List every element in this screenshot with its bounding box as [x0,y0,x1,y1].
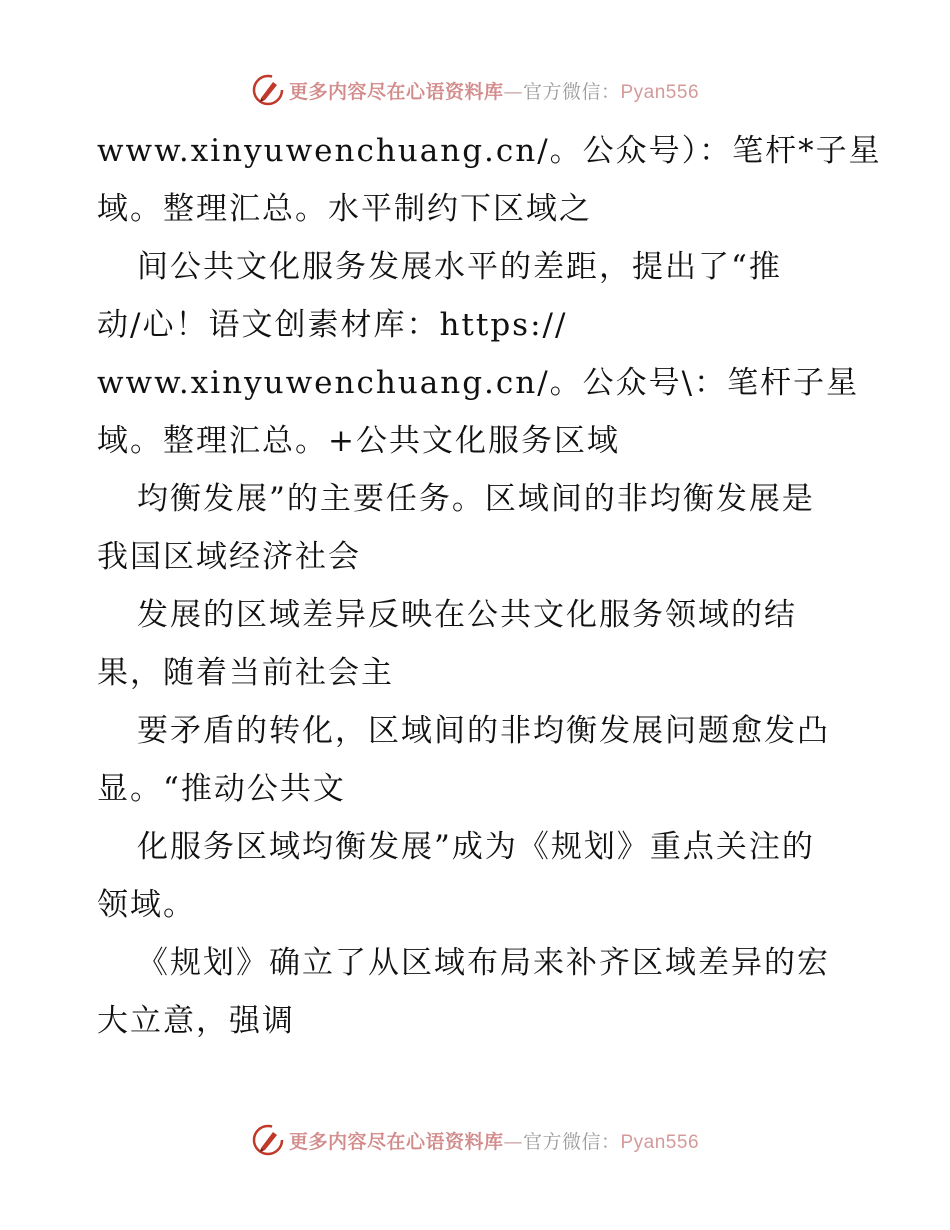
text-line: 果，随着当前社会主 [97,655,394,691]
header-text [289,77,699,104]
quill-pen-logo-icon [251,73,285,107]
header-dash: — [503,80,523,103]
header-wechat-id: Pyan556 [620,81,700,103]
text-line: 要矛盾的转化，区域间的非均衡发展问题愈发凸 [137,713,830,749]
header-banner [0,70,950,110]
text-line: 大立意，强调 [97,1003,295,1039]
footer-banner [0,1120,950,1160]
header-brand: 更多内容尽在心语资料库 [288,80,504,103]
text-line: 均衡发展”的主要任务。区域间的非均衡发展是 [137,481,815,517]
header-label: 官方微信： [522,80,621,103]
footer-label: 官方微信： [522,1130,621,1153]
text-line: 领域。 [97,887,196,923]
text-line: 化服务区域均衡发展”成为《规划》重点关注的 [137,829,815,865]
footer-text [289,1127,699,1154]
text-line: 显。“推动公共文 [97,771,346,807]
text-line: 域。整理汇总。+公共文化服务区域 [97,423,620,459]
quill-pen-logo-icon [251,1123,285,1157]
document-body [97,122,882,1050]
text-line: 动/心！语文创素材库：https:// [97,307,568,343]
text-line: www.xinyuwenchuang.cn/。公众号\：笔杆子星 [97,365,860,401]
text-line: www.xinyuwenchuang.cn/。公众号）：笔杆*子星 [97,133,882,169]
text-line: 我国区域经济社会 [97,539,361,575]
footer-dash: — [503,1130,523,1153]
text-line: 间公共文化服务发展水平的差距，提出了“推 [137,249,782,285]
text-line: 域。整理汇总。水平制约下区域之 [97,191,592,227]
footer-wechat-id: Pyan556 [620,1131,700,1153]
text-line: 《规划》确立了从区域布局来补齐区域差异的宏 [137,945,830,981]
footer-brand: 更多内容尽在心语资料库 [288,1130,504,1153]
text-line: 发展的区域差异反映在公共文化服务领域的结 [137,597,797,633]
